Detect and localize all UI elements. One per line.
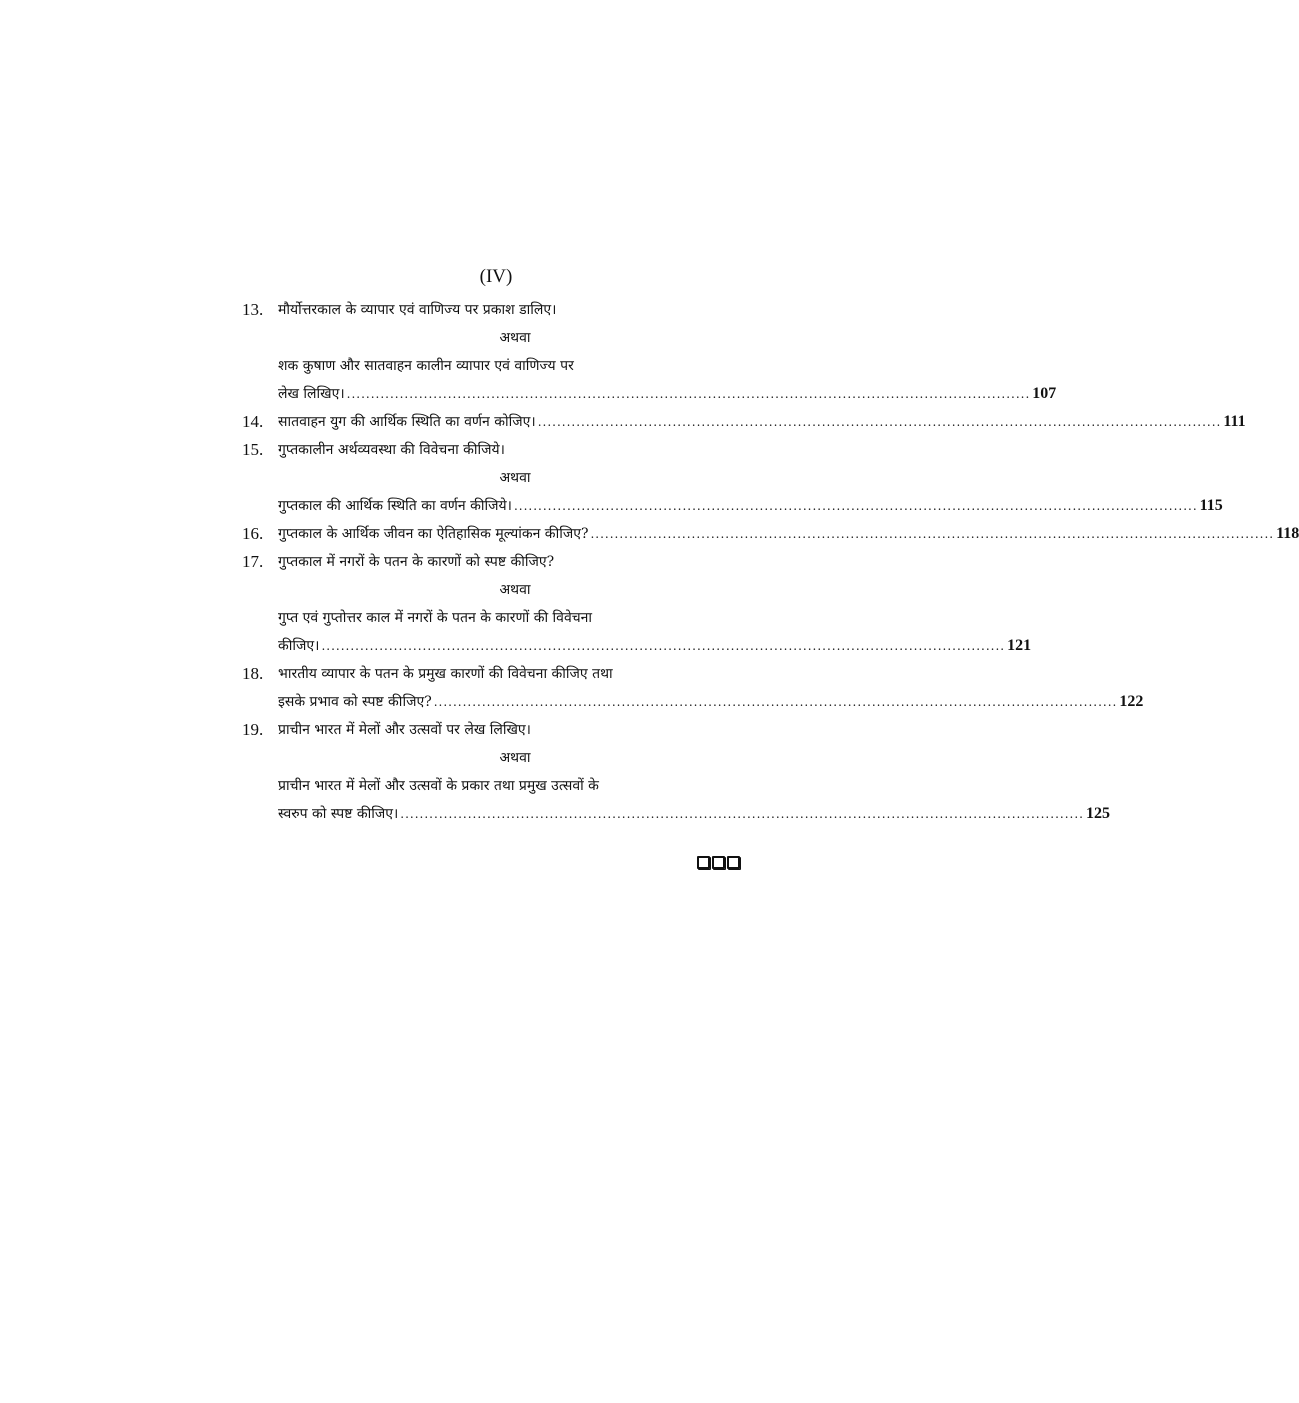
toc-entry-19-alt — [242, 772, 752, 800]
toc-entry-18-cont — [242, 688, 1144, 716]
entry-number: 16. — [242, 524, 264, 543]
toc-entry-17-alt-cont — [242, 632, 1032, 660]
page-ref: 121 — [1007, 637, 1032, 654]
entry-number: 17. — [242, 552, 264, 571]
entry-title: गुप्तकालीन अर्थव्यवस्था की विवेचना कीजिये। — [278, 442, 505, 458]
entry-title: इसके प्रभाव को स्पष्ट कीजिए? — [278, 694, 432, 710]
toc-entry-13 — [242, 296, 752, 324]
dot-leader: .............................................................................................................................................. — [433, 695, 1118, 709]
table-of-contents — [242, 296, 1299, 828]
square-bullet-icon — [697, 856, 710, 869]
entry-title: गुप्तकाल की आर्थिक स्थिति का वर्णन कीजिये। — [278, 498, 512, 514]
toc-entry-17-alt — [242, 604, 752, 632]
entry-title: लेख लिखिए। — [278, 386, 345, 402]
page-ref: 115 — [1199, 497, 1223, 514]
or-separator — [242, 576, 752, 604]
toc-entry-13-alt — [242, 352, 752, 380]
or-label: अथवा — [499, 750, 531, 766]
entry-title: गुप्तकाल में नगरों के पतन के कारणों को स्पष्ट कीजिए? — [278, 554, 555, 570]
end-of-section-mark — [697, 856, 740, 869]
dot-leader: .............................................................................................................................................. — [321, 639, 1006, 653]
page-ref: 107 — [1032, 385, 1057, 402]
square-bullet-icon — [712, 856, 725, 869]
entry-number: 13. — [242, 300, 264, 319]
dot-leader: .............................................................................................................................................. — [400, 807, 1084, 821]
entry-title: प्राचीन भारत में मेलों और उत्सवों के प्रकार तथा प्रमुख उत्सवों के — [278, 778, 599, 794]
entry-title: प्राचीन भारत में मेलों और उत्सवों पर लेख लिखिए। — [278, 722, 531, 738]
or-label: अथवा — [499, 470, 531, 486]
page-ref: 122 — [1119, 693, 1144, 710]
toc-entry-13-alt-cont — [242, 380, 1057, 408]
or-separator — [242, 744, 752, 772]
entry-number: 18. — [242, 664, 264, 683]
entry-title: कीजिए। — [278, 638, 320, 654]
or-label: अथवा — [499, 582, 531, 598]
toc-entry-17 — [242, 548, 752, 576]
entry-number: 19. — [242, 720, 264, 739]
entry-title: शक कुषाण और सातवाहन कालीन व्यापार एवं वाणिज्य पर — [278, 358, 574, 374]
entry-title: भारतीय व्यापार के पतन के प्रमुख कारणों की विवेचना कीजिए तथा — [278, 666, 613, 682]
dot-leader: .............................................................................................................................................. — [590, 527, 1275, 541]
entry-title: स्वरुप को स्पष्ट कीजिए। — [278, 806, 399, 822]
toc-entry-18 — [242, 660, 752, 688]
page-number-header: (IV) — [479, 266, 513, 287]
dot-leader: .............................................................................................................................................. — [537, 415, 1222, 429]
page-ref: 118 — [1276, 525, 1299, 542]
dot-leader: .............................................................................................................................................. — [346, 387, 1031, 401]
toc-entry-19-alt-cont — [242, 800, 1110, 828]
entry-number: 14. — [242, 412, 264, 431]
entry-number: 15. — [242, 440, 264, 459]
toc-entry-16 — [242, 520, 1299, 548]
entry-title: गुप्त एवं गुप्तोत्तर काल में नगरों के पतन के कारणों की विवेचना — [278, 610, 593, 626]
entry-title: मौर्योत्तरकाल के व्यापार एवं वाणिज्य पर प्रकाश डालिए। — [278, 302, 557, 318]
toc-entry-19 — [242, 716, 752, 744]
entry-title: सातवाहन युग की आर्थिक स्थिति का वर्णन कोजिए। — [278, 414, 536, 430]
toc-entry-15-alt — [242, 492, 1223, 520]
entry-title: गुप्तकाल के आर्थिक जीवन का ऐतिहासिक मूल्यांकन कीजिए? — [278, 526, 589, 542]
or-separator — [242, 464, 752, 492]
or-separator — [242, 324, 752, 352]
dot-leader: .............................................................................................................................................. — [513, 499, 1198, 513]
square-bullet-icon — [727, 856, 740, 869]
or-label: अथवा — [499, 330, 531, 346]
toc-entry-14 — [242, 408, 1246, 436]
page-ref: 125 — [1085, 805, 1110, 822]
toc-entry-15 — [242, 436, 752, 464]
page-ref: 111 — [1223, 413, 1246, 430]
